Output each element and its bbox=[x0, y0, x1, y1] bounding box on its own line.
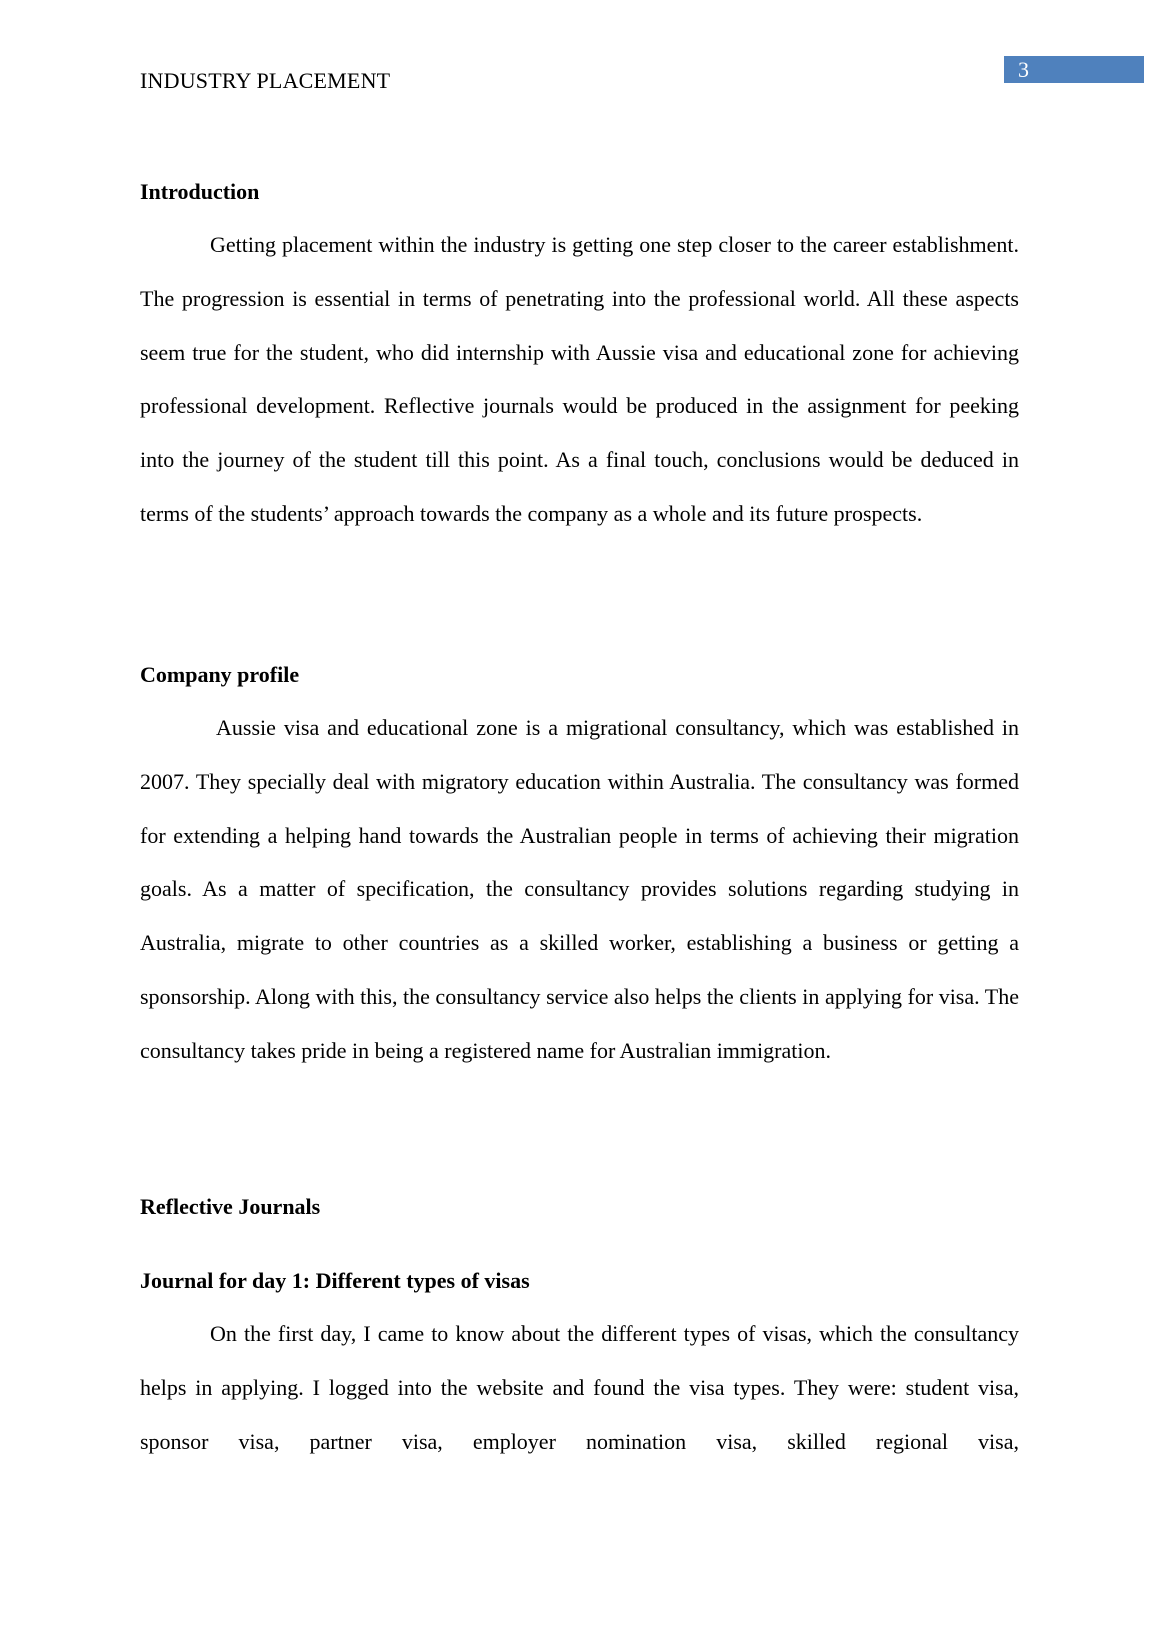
page-number-badge bbox=[1004, 56, 1144, 83]
page-number: 3 bbox=[1018, 57, 1029, 82]
paragraph-company-profile: Aussie visa and educational zone is a migrational consultancy, which was established in 2007. They specially deal with migratory education within Australia. The consultancy was formed for extending a helping hand towards the Australian people in terms of achieving their migration goals. As a matter of specification, the consultancy provides solutions regarding studying in Australia, migrate to other countries as a skilled worker, establishing a business or getting a sponsorship. Along with this, the consultancy service also helps the clients in applying for visa. The consultancy takes pride in being a registered name for Australian immigration. bbox=[140, 715, 1019, 1063]
running-head-title: INDUSTRY PLACEMENT bbox=[140, 68, 391, 93]
paragraph-journal-day-1: On the first day, I came to know about the different types of visas, which the consultancy helps in applying. I logged into the website and found the visa types. They were: student visa, sponsor visa, partner visa, employer nomination visa, skilled regional visa, bbox=[140, 1321, 1019, 1454]
heading-company-profile: Company profile bbox=[140, 662, 300, 687]
paragraph-introduction: Getting placement within the industry is getting one step closer to the career establishment. The progression is essential in terms of penetrating into the professional world. All these aspects seem true for the student, who did internship with Aussie visa and educational zone for achieving professional development. Reflective journals would be produced in the assignment for peeking into the journey of the student till this point. As a final touch, conclusions would be deduced in terms of the students’ approach towards the company as a whole and its future prospects. bbox=[140, 232, 1019, 526]
heading-journal-day-1: Journal for day 1: Different types of visas bbox=[140, 1268, 530, 1293]
heading-introduction: Introduction bbox=[140, 179, 260, 204]
heading-reflective-journals: Reflective Journals bbox=[140, 1194, 321, 1219]
